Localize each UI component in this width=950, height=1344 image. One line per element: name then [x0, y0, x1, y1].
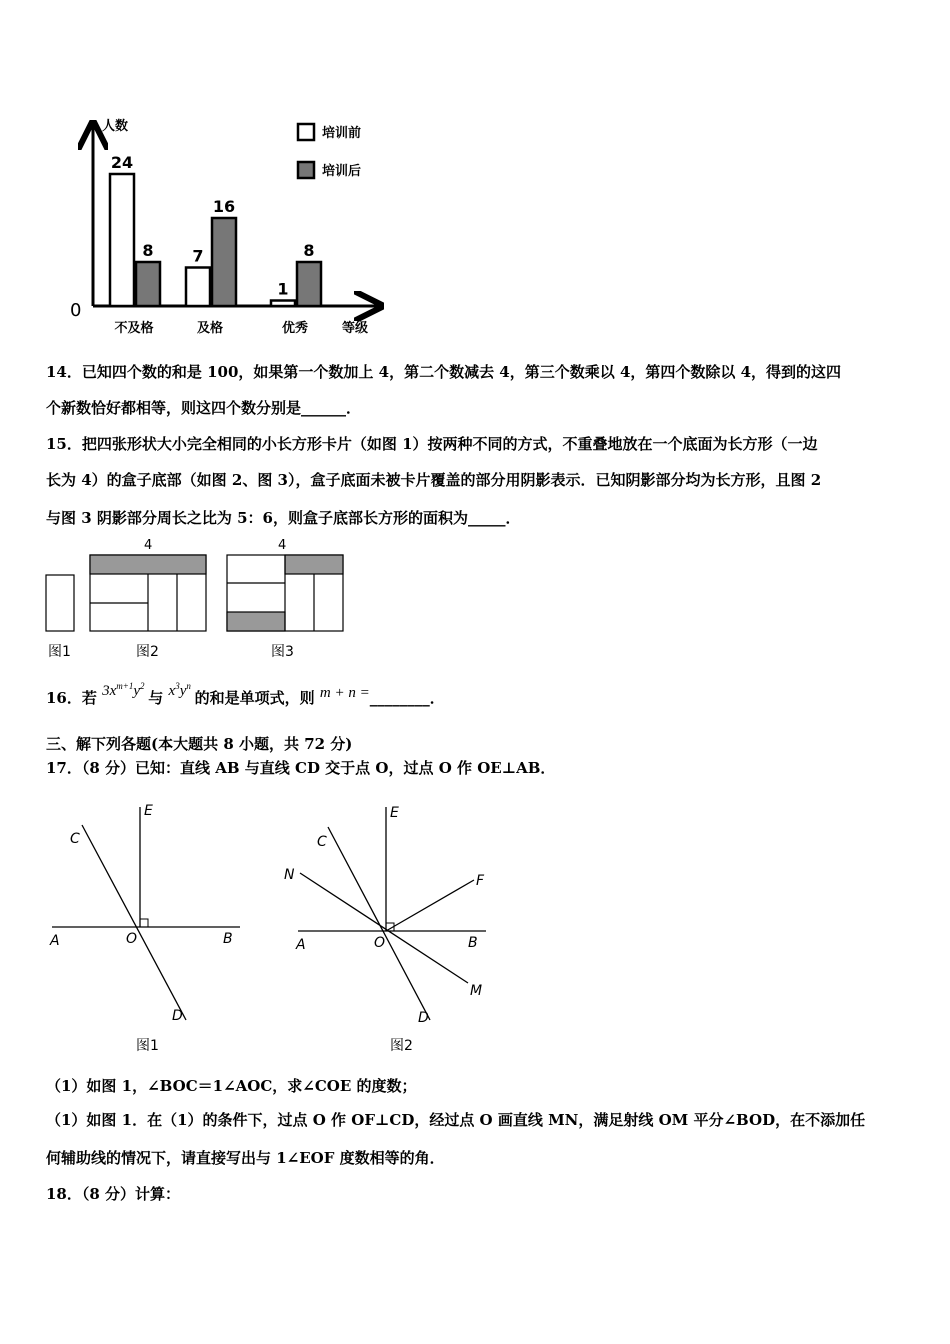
fig2-caption-q17: 图2 [390, 1038, 413, 1054]
fig1-label-D: D [172, 1008, 183, 1024]
bar-chart [60, 112, 390, 342]
q16-suffix: 的和是单项式，则 [194, 689, 315, 707]
category-label-0: 不及格 [114, 321, 154, 336]
legend-label-after: 培训后 [322, 164, 362, 179]
fig2-label-O: O [374, 935, 386, 951]
q16-term1: 3x [102, 683, 117, 699]
x-axis-label: 等级 [342, 321, 369, 336]
bar-before-0 [110, 174, 134, 306]
bar-after-1 [212, 218, 236, 306]
fig1-label-A: A [50, 933, 60, 949]
section3-title: 三、解下列各题(本大题共 8 小题，共 72 分) [46, 735, 353, 753]
bar-value-label-after-2: 8 [303, 241, 315, 260]
fig3-shade-left [227, 612, 285, 631]
fig2-label-B: B [468, 935, 478, 951]
bar-before-2 [271, 301, 295, 307]
fig1-label-E: E [144, 803, 153, 819]
bar-before-1 [186, 268, 210, 307]
fig2-label-F: F [476, 873, 485, 889]
fig3-shade-right [285, 555, 343, 574]
legend-label-before: 培训前 [322, 126, 362, 141]
bar-value-label-after-0: 8 [142, 241, 154, 260]
q15-line1: 15．把四张形状大小完全相同的小长方形卡片（如图 1）按两种不同的方式，不重叠地放在一个底面为长方形（一边 [46, 435, 818, 453]
bar-value-label-after-1: 16 [212, 197, 236, 216]
q17-part2-line2: 何辅助线的情况下，请直接写出与 1∠EOF 度数相等的角． [46, 1149, 445, 1167]
fig2-label-A: A [296, 937, 306, 953]
origin-label: 0 [70, 300, 82, 321]
fig1-label-B: B [223, 931, 233, 947]
q16-term2-exp2: n [186, 681, 191, 691]
fig1-caption-q17: 图1 [136, 1038, 159, 1054]
q17-stem: 17．（8 分）已知：直线 AB 与直线 CD 交于点 O，过点 O 作 OE⊥AB． [46, 759, 556, 777]
chart-legend [298, 124, 361, 179]
q18-stem: 18．（8 分）计算： [46, 1185, 181, 1203]
q14-line2: 个新数恰好都相等，则这四个数分别是______． [46, 399, 362, 417]
q16-blank: ________． [369, 689, 445, 707]
bar-after-0 [136, 262, 160, 306]
category-label-2: 优秀 [281, 321, 309, 336]
q16-term1-exp1: m+1 [116, 681, 134, 691]
bar-value-label-before-0: 24 [110, 153, 134, 172]
legend-swatch-after [298, 162, 314, 178]
q15-figures [40, 535, 360, 665]
y-axis-label: 人数 [102, 119, 129, 134]
fig1-label-O: O [126, 931, 138, 947]
fig2-shade [90, 555, 206, 574]
fig1-card [46, 575, 74, 631]
q16-term2-exp1: 3 [175, 681, 180, 691]
fig2-label-M: M [470, 983, 483, 999]
fig2-label-D: D [418, 1010, 429, 1026]
q15-line3: 与图 3 阴影部分周长之比为 5：6，则盒子底部长方形的面积为_____． [46, 509, 521, 527]
fig3-caption: 图3 [271, 644, 294, 660]
fig1-label-C: C [70, 831, 80, 847]
q16-term2: x [168, 683, 176, 699]
fig2-caption: 图2 [136, 644, 159, 660]
q16-term1-exp2: 2 [140, 681, 145, 691]
fig2-top-label: 4 [144, 538, 153, 553]
q17-part1: （1）如图 1，∠BOC＝1∠AOC，求∠COE 的度数； [46, 1077, 417, 1095]
q17-part2-line1: （1）如图 1．在（1）的条件下，过点 O 作 OF⊥CD，经过点 O 画直线 MN，满足射线 OM 平分∠BOD，在不添加任 [46, 1111, 866, 1129]
q16-line [46, 681, 445, 714]
fig2-label-N: N [284, 867, 295, 883]
q16-term1-y: y [133, 683, 141, 699]
fig2-label-C: C [317, 834, 327, 850]
q14-line1: 14．已知四个数的和是 100，如果第一个数加上 4，第二个数减去 4，第三个数乘以 4，第四个数除以 4，得到的这四 [46, 363, 842, 381]
bar-value-label-before-2: 1 [277, 279, 289, 299]
q16-prefix: 16．若 [46, 689, 97, 707]
bar-value-label-before-1: 7 [192, 246, 204, 266]
category-label-1: 及格 [196, 321, 224, 336]
fig3-top-label: 4 [278, 538, 287, 553]
legend-swatch-before [298, 124, 314, 140]
q17-fig1 [40, 795, 250, 1060]
fig1-caption: 图1 [48, 644, 71, 660]
bar-after-2 [297, 262, 321, 306]
fig2-label-E: E [390, 805, 399, 821]
q16-mid: 与 [148, 689, 164, 707]
q15-line2: 长为 4）的盒子底部（如图 2、图 3），盒子底面未被卡片覆盖的部分用阴影表示．已知阴影部分均为长方形，且图 2 [46, 471, 822, 489]
q16-expr: m + n = [319, 685, 370, 701]
q17-fig2 [280, 795, 510, 1060]
q16-term2-y: y [179, 683, 187, 699]
